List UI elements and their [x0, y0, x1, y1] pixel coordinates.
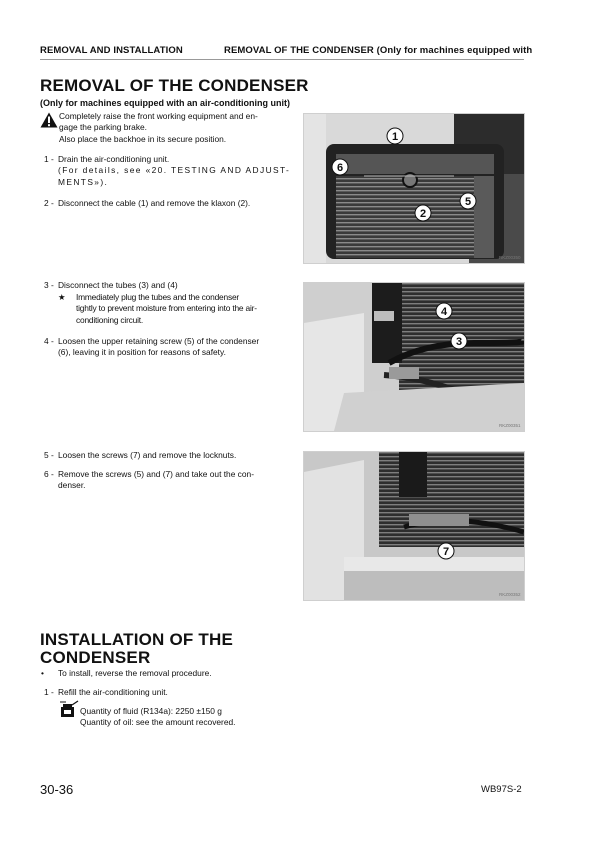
- bullet-icon: •: [41, 668, 44, 678]
- step-line: denser.: [58, 480, 86, 491]
- svg-text:7: 7: [442, 546, 450, 558]
- step-2: [44, 198, 294, 212]
- callout-3: [450, 332, 468, 350]
- step-5: [44, 450, 294, 464]
- refill-can-icon: [58, 700, 80, 718]
- step-number: 2 -: [44, 198, 54, 208]
- warning-line: Also place the backhoe in its secure position.: [59, 133, 227, 144]
- note-line: Immediately plug the tubes and the condenser: [76, 292, 239, 302]
- step-line: (For details, see «20. TESTING AND ADJUST-: [58, 165, 291, 176]
- svg-text:5: 5: [464, 196, 472, 208]
- installation-title: [40, 631, 233, 667]
- note-line: conditioning circuit.: [76, 314, 144, 325]
- installation-bullet-text: To install, reverse the removal procedure.: [58, 668, 212, 678]
- model-code: WB97S-2: [481, 784, 522, 795]
- warning-text: [59, 111, 258, 145]
- step-number: 1 -: [44, 154, 54, 164]
- svg-text:4: 4: [440, 306, 448, 318]
- photo-condenser-tubes: [303, 282, 525, 432]
- star-icon: ★: [58, 292, 66, 302]
- step-line: Disconnect the tubes (3) and (4): [58, 280, 178, 290]
- installation-step-1: [44, 687, 294, 701]
- removal-subtitle: (Only for machines equipped with an air-conditioning unit): [40, 98, 291, 108]
- header-section-title: REMOVAL AND INSTALLATION: [40, 45, 183, 56]
- svg-text:1: 1: [391, 131, 399, 143]
- warning-line: gage the parking brake.: [59, 122, 147, 133]
- installation-title-line: CONDENSER: [40, 648, 151, 667]
- step-4: [44, 336, 294, 362]
- note: [58, 292, 288, 328]
- step-line: Remove the screws (5) and (7) and take out the con-: [58, 469, 254, 479]
- callout-6: [331, 158, 349, 176]
- callout-4: [435, 302, 453, 320]
- callout-7: [437, 542, 455, 560]
- step-6: [44, 469, 294, 495]
- photo-condenser-front: [303, 113, 525, 264]
- svg-text:2: 2: [419, 208, 427, 220]
- step-number: 3 -: [44, 280, 54, 290]
- warning-line: Completely raise the front working equipment and en-: [59, 111, 258, 121]
- photo-code: RKZ00352: [499, 592, 521, 597]
- step-line: (6), leaving it in position for reasons of safety.: [58, 347, 226, 358]
- installation-title-line: INSTALLATION OF THE: [40, 630, 233, 649]
- svg-text:3: 3: [455, 336, 463, 348]
- header-page-title: REMOVAL OF THE CONDENSER (Only for machines equipped with: [224, 45, 533, 56]
- callout-5: [459, 192, 477, 210]
- warning-icon: [40, 112, 58, 128]
- oil-quantity: Quantity of oil: see the amount recovered.: [80, 717, 236, 727]
- step-number: 6 -: [44, 469, 54, 479]
- photo-code: RKZ00351: [499, 423, 521, 428]
- step-line: Disconnect the cable (1) and remove the klaxon (2).: [58, 198, 251, 208]
- step-line: Loosen the upper retaining screw (5) of the condenser: [58, 336, 260, 346]
- step-line: Drain the air-conditioning unit.: [58, 154, 170, 164]
- photo-code: RKZ00350: [499, 255, 521, 260]
- step-line: Loosen the screws (7) and remove the locknuts.: [58, 450, 237, 460]
- step-number: 4 -: [44, 336, 54, 346]
- callout-1: [386, 127, 404, 145]
- step-number: 5 -: [44, 450, 54, 460]
- page-number: 30-36: [40, 782, 74, 797]
- callout-2: [414, 204, 432, 222]
- step-line: Refill the air-conditioning unit.: [58, 687, 168, 697]
- step-1: [44, 154, 294, 194]
- step-number: 1 -: [44, 687, 54, 697]
- svg-text:6: 6: [336, 162, 344, 174]
- step-line: MENTS»).: [58, 176, 109, 187]
- photo-condenser-screws: [303, 451, 525, 601]
- removal-title: REMOVAL OF THE CONDENSER: [40, 76, 309, 95]
- note-line: tightly to prevent moisture from entering into the air-: [76, 303, 257, 314]
- fluid-quantity: Quantity of fluid (R134a): 2250 ±150 g: [80, 706, 222, 716]
- header-divider: [40, 59, 524, 60]
